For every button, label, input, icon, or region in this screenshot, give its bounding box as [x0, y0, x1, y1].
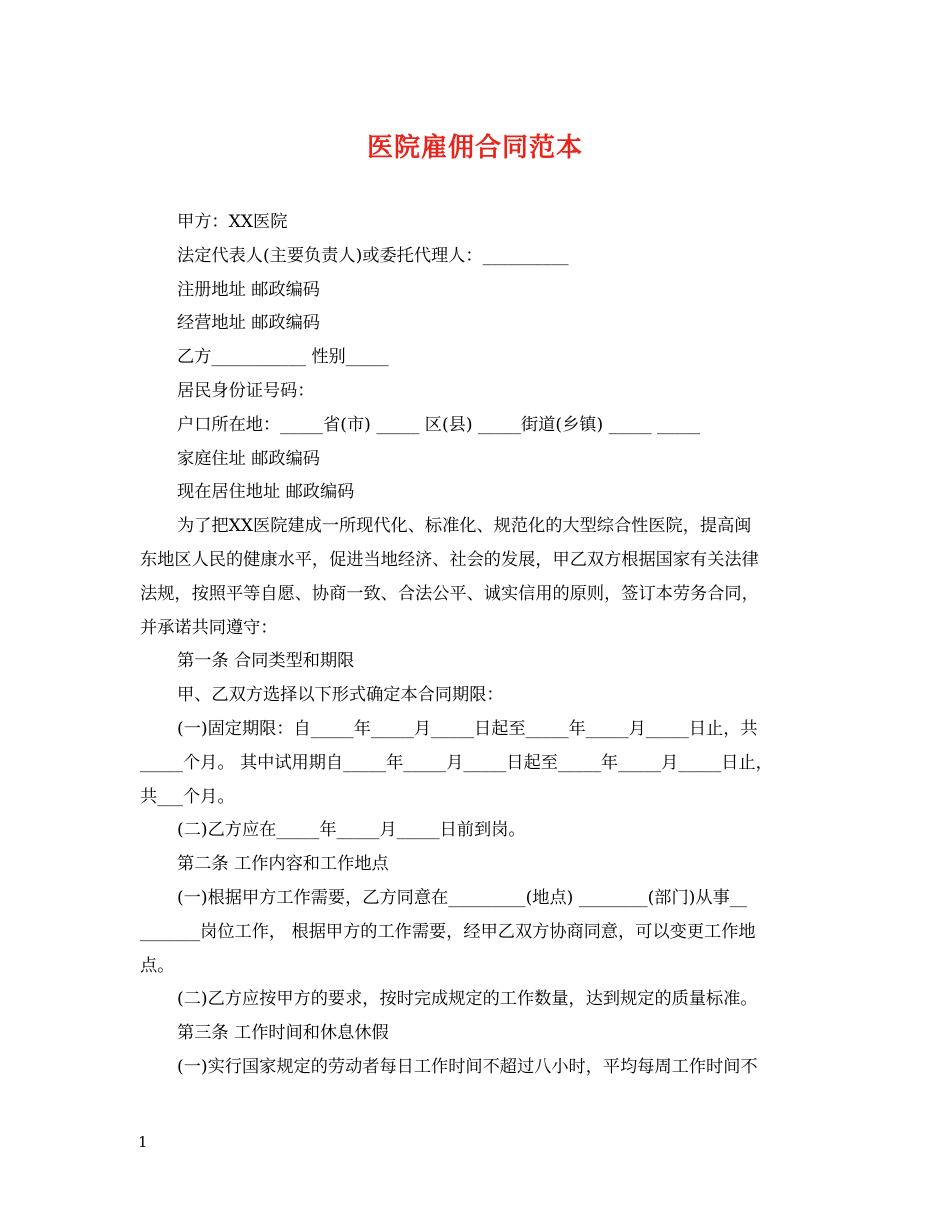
household-registration-line: 户口所在地：_____省(市) _____ 区(县) _____街道(乡镇) _____ _____ — [177, 414, 701, 435]
work-content-line: (一)根据甲方工作需要，乙方同意在_________(地点) ________(部门)从事__ — [177, 887, 747, 908]
article-3-heading: 第三条 工作时间和休息休假 — [177, 1023, 389, 1044]
work-hours-line: (一)实行国家规定的劳动者每日工作时间不超过八小时，平均每周工作时间不 — [177, 1056, 758, 1077]
article-2-heading: 第二条 工作内容和工作地点 — [177, 854, 389, 875]
party-a-line: 甲方：XX医院 — [177, 212, 288, 232]
home-address-line: 家庭住址 邮政编码 — [177, 448, 320, 469]
work-content-line: 点。 — [140, 955, 175, 976]
contract-term-line: 甲、乙双方选择以下形式确定本合同期限： — [177, 685, 504, 706]
registered-address-line: 注册地址 邮政编码 — [177, 279, 320, 300]
current-address-line: 现在居住地址 邮政编码 — [177, 482, 355, 503]
legal-representative-line: 法定代表人(主要负责人)或委托代理人：__________ — [177, 245, 569, 266]
document-body — [140, 206, 812, 1085]
probation-months-line: 共___个月。 — [140, 786, 235, 807]
document-title: 医院雇佣合同范本 — [366, 133, 583, 163]
article-1-heading: 第一条 合同类型和期限 — [177, 651, 355, 672]
report-date-line: (二)乙方应在_____年_____月_____日前到岗。 — [177, 820, 526, 841]
preamble-line: 为了把XX医院建成一所现代化、标准化、规范化的大型综合性医院，提高闽 — [177, 516, 752, 537]
preamble-line: 法规，按照平等自愿、协商一致、合法公平、诚实信用的原则，签订本劳务合同， — [140, 583, 759, 604]
id-number-line: 居民身份证号码： — [177, 380, 315, 401]
preamble-line: 并承诺共同遵守： — [140, 617, 278, 638]
work-content-line: _______岗位工作， 根据甲方的工作需要，经甲乙双方协商同意，可以变更工作地 — [140, 921, 756, 942]
party-b-line: 乙方___________ 性别_____ — [177, 347, 389, 368]
probation-line: _____个月。 其中试用期自_____年_____月_____日起至_____年_____月_____日止， — [140, 752, 773, 773]
business-address-line: 经营地址 邮政编码 — [177, 313, 320, 334]
page-number: 1 — [138, 1133, 148, 1151]
preamble-line: 东地区人民的健康水平，促进当地经济、社会的发展，甲乙双方根据国家有关法律 — [140, 549, 759, 570]
fixed-term-line: (一)固定期限：自_____年_____月_____日起至_____年_____月_____日止，共 — [177, 718, 758, 739]
work-quality-line: (二)乙方应按甲方的要求，按时完成规定的工作数量，达到规定的质量标准。 — [177, 989, 758, 1010]
